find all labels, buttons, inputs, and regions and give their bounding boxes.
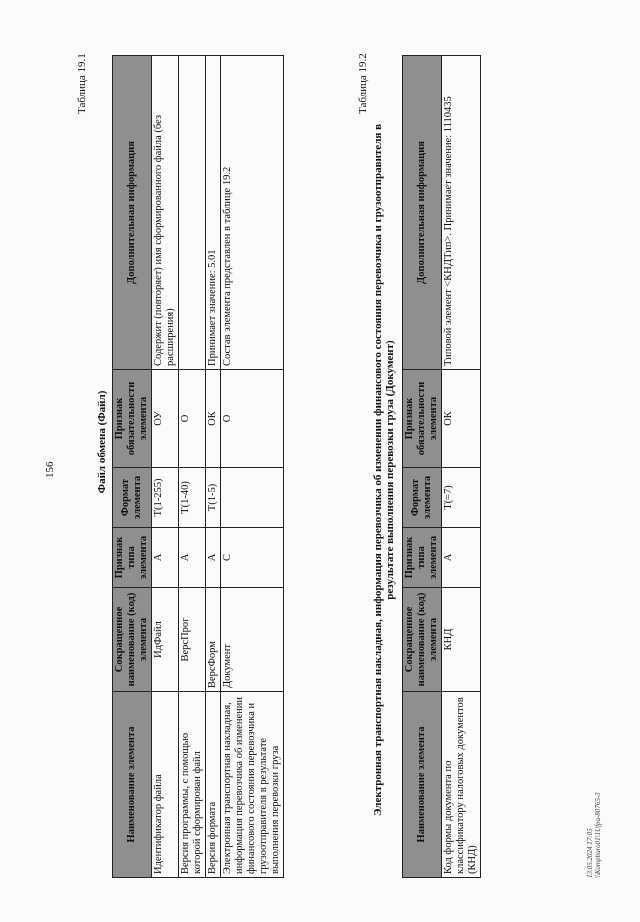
table-cell [179,56,206,370]
table1-header: Наименование элемента [113,692,152,878]
table1-header: Дополнительная информация [113,56,152,370]
table-cell: О [179,370,206,468]
table2-header: Признак обязательности элемента [403,370,442,468]
table-cell: А [179,528,206,588]
table-cell: Идентификатор файла [152,692,179,878]
table-cell: Состав элемента представлен в таблице 19.2 [221,56,284,370]
table-cell: Содержит (повторяет) имя сформированного файла (без расширения) [152,56,179,370]
table2 [402,55,481,878]
table2-caption: Таблица 19.2 [357,53,369,114]
table-cell: А [152,528,179,588]
table-cell: Т(=7) [442,468,481,528]
table-cell [221,468,284,528]
table2-header: Сокращенное наименование (код) элемента [403,588,442,692]
table-cell: Версия программы, с помощью которой сформирован файл [179,692,206,878]
table-cell: А [442,528,481,588]
table1-header: Формат элемента [113,468,152,528]
table2-header-row [403,56,442,878]
table-cell: Т(1-40) [179,468,206,528]
table1-header-row [113,56,152,878]
table-row [221,56,284,878]
stamp-date: 13.05.2024 17:05 [586,828,594,878]
table-row [442,56,481,878]
table-cell: ОУ [152,370,179,468]
table1 [112,55,284,878]
table-cell: ИдФайл [152,588,179,692]
table-row [152,56,179,878]
table-cell: ОК [206,370,221,468]
table-cell: Типовой элемент <КНДТип>. Принимает значение: 1110435 [442,56,481,370]
table2-header: Формат элемента [403,468,442,528]
stamp-path: \\Kompburo01\1Ufpa-80765-3 [594,792,602,878]
table2-header: Наименование элемента [403,692,442,878]
table-cell: Электронная транспортная накладная, информация перевозчика об изменении финансового состояния перевозчика и грузоотправителя в результате выполнения перевозки груза [221,692,284,878]
table-cell: КНД [442,588,481,692]
table-cell: С [221,528,284,588]
table-cell: ОК [442,370,481,468]
table2-header: Дополнительная информация [403,56,442,370]
table-row [179,56,206,878]
table1-caption: Таблица 19.1 [76,53,88,114]
page-number: 156 [44,461,56,478]
table-cell: Принимает значение: 5.01 [206,56,221,370]
table-cell: А [206,528,221,588]
print-stamp [586,792,602,878]
table-cell: ВерсПрог [179,588,206,692]
table1-header: Сокращенное наименование (код) элемента [113,588,152,692]
table-cell: ВерсФорм [206,588,221,692]
table2-title: Электронная транспортная накладная, информация перевозчика об изменении финансового состояния перевозчика и грузоотправителя в результате выполнения перевозки груза (Документ) [372,123,396,817]
table-cell: Т(1-255) [152,468,179,528]
table-cell: Версия формата [206,692,221,878]
table-cell: Т(1-5) [206,468,221,528]
table-cell: Код формы документа по классификатору налоговых документов (КНД) [442,692,481,878]
table-cell: О [221,370,284,468]
table1-title: Файл обмена (Файл) [96,390,108,494]
table2-header: Признак типа элемента [403,528,442,588]
table1-header: Признак обязательности элемента [113,370,152,468]
table1-header: Признак типа элемента [113,528,152,588]
table-cell: Документ [221,588,284,692]
table-row [206,56,221,878]
